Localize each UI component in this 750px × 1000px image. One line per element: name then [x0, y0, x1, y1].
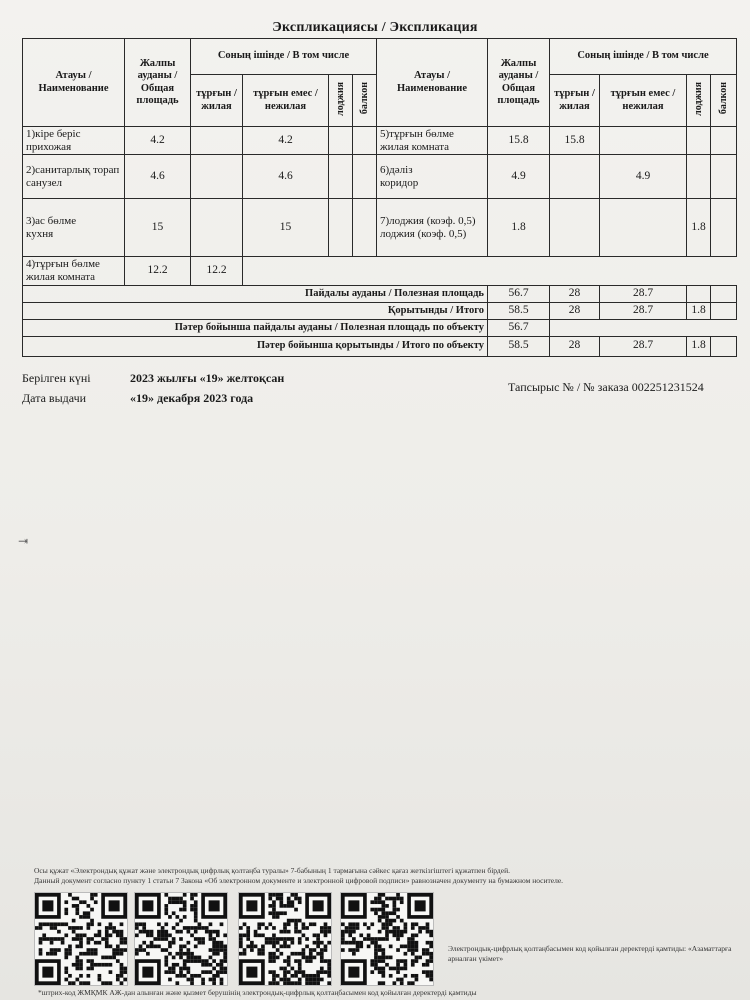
issue-date-label-ru: Дата выдачи — [22, 391, 87, 405]
room-name: 3)ас бөлме кухня — [23, 199, 125, 257]
room-nonliving — [243, 257, 329, 285]
summary-living: 28 — [550, 336, 600, 356]
issue-date-label-kz: Берілген күні — [22, 371, 91, 385]
header-loggia-right: лоджия — [687, 75, 711, 127]
room-loggia — [687, 155, 711, 199]
room-nonliving: 4.6 — [243, 155, 329, 199]
room-name: 1)кіре беріс прихожая — [23, 127, 125, 155]
table-row — [23, 199, 737, 257]
room-loggia — [329, 257, 353, 285]
header-balcony-left: балкон — [353, 75, 377, 127]
summary-living: 28 — [550, 285, 600, 302]
room-balcony — [353, 127, 377, 155]
explication-table — [22, 38, 737, 357]
room-loggia — [687, 127, 711, 155]
room-loggia — [329, 155, 353, 199]
room-nonliving: 15 — [243, 199, 329, 257]
header-balcony-right: балкон — [711, 75, 737, 127]
room-living: 15.8 — [550, 127, 600, 155]
order-number: Тапсырыс № / № заказа 002251231524 — [508, 380, 704, 394]
summary-label: Пайдалы ауданы / Полезная площадь — [23, 285, 488, 302]
qr-code-icon — [134, 892, 228, 986]
table-row — [23, 127, 737, 155]
summary-label: Пәтер бойынша қорытынды / Итого по объекту — [23, 336, 488, 356]
room-living — [191, 199, 243, 257]
room-nonliving: 4.9 — [600, 155, 687, 199]
summary-nonliving: 28.7 — [600, 302, 687, 319]
summary-total: 58.5 — [488, 302, 550, 319]
room-total: 4.2 — [125, 127, 191, 155]
signature-note: Электрондық-цифрлық қолтаңбасымен код қойылған деректерді қамтиды: «Азаматтарға арналған үкімет» — [448, 944, 732, 963]
header-including-left: Соның ішінде / В том числе — [191, 39, 377, 75]
table-row — [23, 257, 737, 285]
room-living: 12.2 — [191, 257, 243, 285]
header-name-right: Атауы / Наименование — [377, 39, 488, 127]
summary-nonliving — [600, 319, 687, 336]
barcode-note: *штрих-код ЖМҚМК АЖ-дан алынған және қызмет берушінің электрондық-цифрлық қолтаңбасымен код қойылған деректерді қамтиды — [38, 988, 477, 997]
room-name: 4)тұрғын бөлме жилая комната — [23, 257, 125, 285]
summary-row — [23, 319, 737, 336]
issue-date-block — [22, 368, 284, 408]
room-nonliving — [600, 199, 687, 257]
room-name: 6)дәліз коридор — [377, 155, 488, 199]
table-row — [23, 155, 737, 199]
header-including-right: Соның ішінде / В том числе — [550, 39, 737, 75]
room-name: 2)санитарлық торап санузел — [23, 155, 125, 199]
room-total: 4.9 — [488, 155, 550, 199]
summary-nonliving: 28.7 — [600, 336, 687, 356]
summary-balcony — [711, 302, 737, 319]
room-loggia — [329, 199, 353, 257]
room-balcony — [711, 127, 737, 155]
room-total: 15.8 — [488, 127, 550, 155]
summary-loggia — [687, 319, 711, 336]
fold-mark-icon: ⇥ — [18, 534, 29, 548]
issue-date-value-ru: «19» декабря 2023 года — [130, 391, 254, 405]
summary-label: Пәтер бойынша пайдалы ауданы / Полезная площадь по объекту — [23, 319, 488, 336]
summary-living: 28 — [550, 302, 600, 319]
room-total: 1.8 — [488, 199, 550, 257]
summary-nonliving: 28.7 — [600, 285, 687, 302]
summary-row — [23, 302, 737, 319]
summary-total: 56.7 — [488, 285, 550, 302]
summary-row — [23, 285, 737, 302]
legal-text-kz: Осы құжат «Электрондық құжат және электрондық цифрлық қолтаңба туралы» 7-бабының 1 тармағына сәйкес қағаз жеткізгіштегі құжатпен бірдей. — [34, 866, 510, 875]
summary-label: Қорытынды / Итого — [23, 302, 488, 319]
room-total: 4.6 — [125, 155, 191, 199]
legal-text-ru: Данный документ согласно пункту 1 статьи 7 Закона «Об электронном документе и электронной цифровой подписи» равнозначен документу на бумажном носителе. — [34, 876, 564, 885]
qr-code-icon — [34, 892, 128, 986]
header-name-left: Атауы / Наименование — [23, 39, 125, 127]
room-living — [550, 155, 600, 199]
room-nonliving — [600, 127, 687, 155]
room-balcony — [353, 257, 377, 285]
room-name: 7)лоджия (коэф. 0,5) лоджия (коэф. 0,5) — [377, 199, 488, 257]
summary-living — [550, 319, 600, 336]
header-loggia-left: лоджия — [329, 75, 353, 127]
summary-balcony — [711, 319, 737, 336]
room-living — [550, 199, 600, 257]
summary-balcony — [711, 285, 737, 302]
room-name: 5)тұрғын бөлме жилая комната — [377, 127, 488, 155]
room-nonliving: 4.2 — [243, 127, 329, 155]
room-living — [191, 127, 243, 155]
room-living — [191, 155, 243, 199]
summary-balcony — [711, 336, 737, 356]
summary-loggia: 1.8 — [687, 336, 711, 356]
qr-code-icon — [340, 892, 434, 986]
room-total: 12.2 — [125, 257, 191, 285]
issue-date-value-kz: 2023 жылғы «19» желтоқсан — [130, 371, 285, 385]
empty-cell — [377, 257, 737, 285]
summary-row — [23, 336, 737, 356]
room-balcony — [711, 199, 737, 257]
room-balcony — [353, 155, 377, 199]
header-nonliving-right: тұрғын емес / нежилая — [600, 75, 687, 127]
summary-total: 58.5 — [488, 336, 550, 356]
room-balcony — [353, 199, 377, 257]
header-total-right: Жалпы ауданы / Общая площадь — [488, 39, 550, 127]
room-loggia: 1.8 — [687, 199, 711, 257]
legal-footer — [34, 866, 744, 886]
room-loggia — [329, 127, 353, 155]
room-balcony — [711, 155, 737, 199]
summary-loggia — [687, 285, 711, 302]
room-total: 15 — [125, 199, 191, 257]
qr-code-icon — [238, 892, 332, 986]
summary-total: 56.7 — [488, 319, 550, 336]
header-living-left: тұрғын / жилая — [191, 75, 243, 127]
document-title: Экспликациясы / Экспликация — [272, 20, 478, 35]
header-living-right: тұрғын / жилая — [550, 75, 600, 127]
header-nonliving-left: тұрғын емес / нежилая — [243, 75, 329, 127]
header-total-left: Жалпы ауданы / Общая площадь — [125, 39, 191, 127]
summary-loggia: 1.8 — [687, 302, 711, 319]
